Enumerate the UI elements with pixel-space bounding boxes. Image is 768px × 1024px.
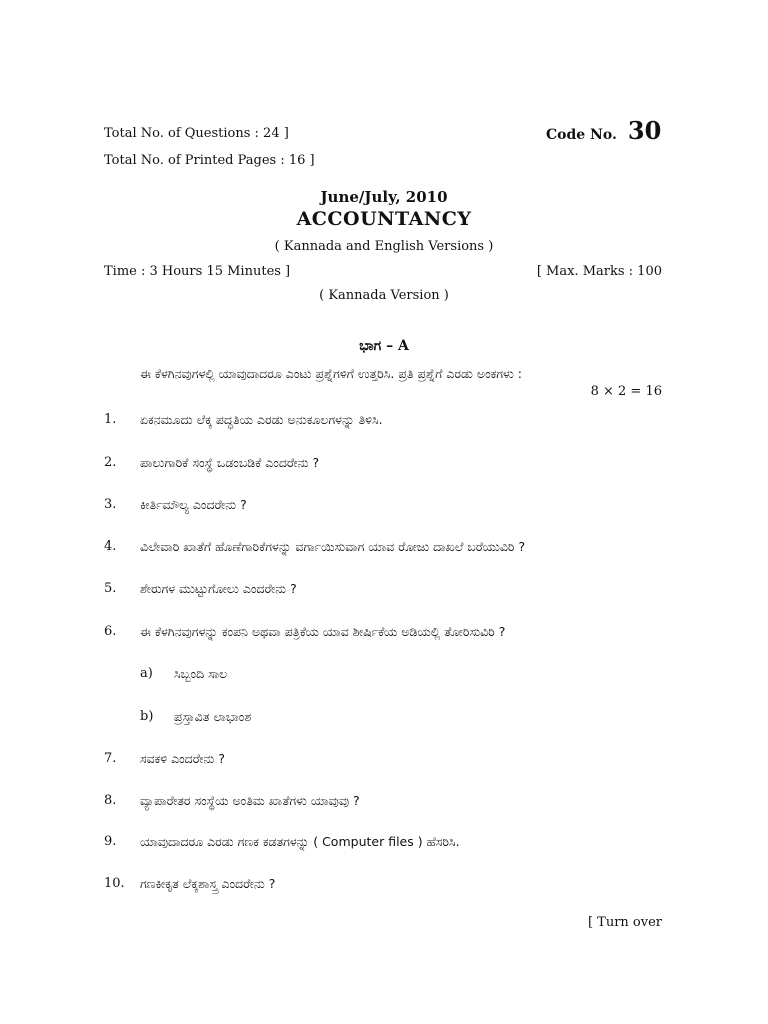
question-text: ಏಕನಮೂದು ಲೆಕ್ಕ ಪದ್ಧತಿಯ ಎರಡು ಅನುಕೂಲಗಳನ್ನು ತಿಳಿಸಿ. [140, 412, 383, 427]
versions-note: ( Kannada and English Versions ) [274, 239, 494, 254]
question-number: 10. [104, 876, 125, 891]
question-text: ಕೀರ್ತಿಮೌಲ್ಯ ಎಂದರೇನು ? [140, 497, 247, 512]
subject-title: ACCOUNTANCY [296, 208, 472, 230]
code-label: Code No. [546, 127, 617, 143]
question-number: 5. [104, 581, 117, 596]
total-pages: Total No. of Printed Pages : 16 ] [104, 153, 315, 168]
code-number: 30 [627, 116, 662, 145]
exam-session: June/July, 2010 [320, 188, 448, 206]
code-block [546, 116, 661, 145]
max-marks: [ Max. Marks : 100 [536, 264, 662, 279]
question-number: 2. [104, 455, 117, 470]
question-text: ಸವಕಳಿ ಎಂದರೇನು ? [140, 751, 225, 766]
part-a-title: ಭಾಗ – A [359, 338, 409, 354]
exam-time: Time : 3 Hours 15 Minutes ] [104, 264, 291, 279]
question-number: 8. [104, 793, 117, 808]
total-questions: Total No. of Questions : 24 ] [104, 126, 289, 141]
question-number: 6. [104, 624, 117, 639]
question-number: 4. [104, 539, 117, 554]
question-number: 9. [104, 834, 117, 849]
part-a-instruction: ಈ ಕೆಳಗಿನವುಗಳಲ್ಲಿ ಯಾವುದಾದರೂ ಎಂಟು ಪ್ರಶ್ನೆಗಳಿಗೆ ಉತ್ತರಿಸಿ. ಪ್ರತಿ ಪ್ರಶ್ನೆಗೆ ಎರಡು ಅಂಕಗಳು : [140, 366, 522, 381]
turn-over-note: [ Turn over [587, 915, 662, 930]
version-note: ( Kannada Version ) [319, 288, 449, 303]
question-number: 1. [104, 412, 117, 427]
sub-item-text: ಪ್ರಸ್ತಾವಿತ ಲಾಭಾಂಶ [174, 709, 252, 724]
question-number: 3. [104, 497, 117, 512]
sub-item-label: b) [140, 709, 154, 724]
question-text: ಈ ಕೆಳಗಿನವುಗಳನ್ನು ಕಂಪನಿ ಅಥವಾ ಪತ್ರಿಕೆಯ ಯಾವ ಶೀರ್ಷಿಕೆಯ ಅಡಿಯಲ್ಲಿ ತೋರಿಸುವಿರಿ ? [140, 624, 506, 639]
part-a-marks: 8 × 2 = 16 [590, 384, 662, 399]
question-text: ಶೇರುಗಳ ಮುಟ್ಟುಗೋಲು ಎಂದರೇನು ? [140, 581, 297, 596]
sub-item-text: ಸಿಬ್ಬಂದಿ ಸಾಲ [174, 666, 228, 681]
question-text: ವ್ಯಾಪಾರೇತರ ಸಂಸ್ಥೆಯ ಅಂತಿಮ ಖಾತೆಗಳು ಯಾವುವು ? [140, 793, 360, 808]
sub-item-label: a) [140, 666, 153, 681]
question-text: ವಿಲೇವಾರಿ ಖಾತೆಗೆ ಹೊಣೆಗಾರಿಕೆಗಳನ್ನು ವರ್ಗಾಯಿಸುವಾಗ ಯಾವ ರೋಜು ದಾಖಲೆ ಬರೆಯುವಿರಿ ? [140, 539, 526, 554]
question-text: ಗಣಕೀಕೃತ ಲೆಕ್ಕಶಾಸ್ತ್ರ ಎಂದರೇನು ? [140, 876, 276, 891]
question-number: 7. [104, 751, 117, 766]
question-text: ಪಾಲುಗಾರಿಕೆ ಸಂಸ್ಥೆ ಒಡಂಬಡಿಕೆ ಎಂದರೇನು ? [140, 455, 320, 470]
question-text: ಯಾವುದಾದರೂ ಎರಡು ಗಣಕ ಕಡತಗಳನ್ನು ( Computer files ) ಹೆಸರಿಸಿ. [140, 834, 460, 849]
